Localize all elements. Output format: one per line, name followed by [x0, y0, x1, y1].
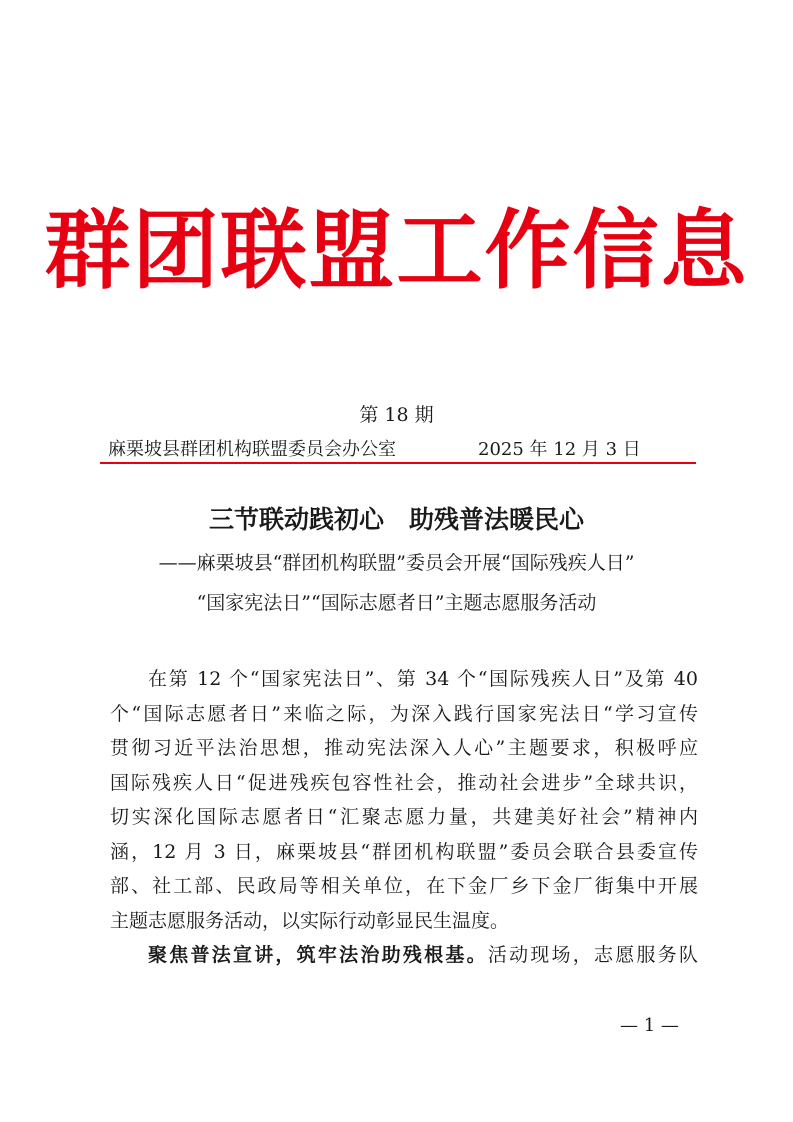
article-body	[110, 662, 698, 973]
body-line: 部、社工部、民政局等相关单位，在下金厂乡下金厂街集中开展	[110, 875, 698, 897]
masthead-title: 群团联盟工作信息	[44, 201, 749, 301]
body-line: 个“国际志愿者日”来临之际，为深入践行国家宪法日“学习宣传	[110, 702, 698, 725]
info-bar	[100, 437, 696, 463]
issue-date: 2025 年 12 月 3 日	[478, 439, 641, 460]
paragraph-2-text: 活动现场，志愿服务队	[487, 944, 698, 966]
body-paragraph-2	[110, 938, 698, 973]
article-subtitle-line-1: ——麻栗坡县“群团机构联盟”委员会开展“国际残疾人日”	[158, 552, 635, 574]
body-line: 主题志愿服务活动，以实际行动彰显民生温度。	[110, 909, 510, 932]
body-line: 贯彻习近平法治思想，推动宪法深入人心”主题要求，积极呼应	[110, 737, 698, 759]
article-title: 三节联动践初心 助残普法暖民心	[208, 505, 584, 534]
body-line: 涵，12 月 3 日，麻栗坡县“群团机构联盟”委员会联合县委宣传	[110, 840, 698, 863]
paragraph-2-heading: 聚焦普法宣讲，筑牢法治助残根基。	[148, 944, 488, 966]
page-number: — 1 —	[620, 1015, 679, 1036]
body-line: 在第 12 个“国家宪法日”、第 34 个“国际残疾人日”及第 40	[148, 668, 698, 690]
issue-number: 第 18 期	[359, 404, 434, 426]
red-divider-line	[100, 462, 696, 464]
article-subtitle-line-2: “国家宪法日”“国际志愿者日”主题志愿服务活动	[196, 592, 597, 614]
issuing-organization: 麻栗坡县群团机构联盟委员会办公室	[108, 439, 396, 460]
body-line: 切实深化国际志愿者日“汇聚志愿力量，共建美好社会”精神内	[110, 806, 698, 828]
body-line: 国际残疾人日“促进残疾包容性社会，推动社会进步”全球共识，	[110, 771, 698, 794]
